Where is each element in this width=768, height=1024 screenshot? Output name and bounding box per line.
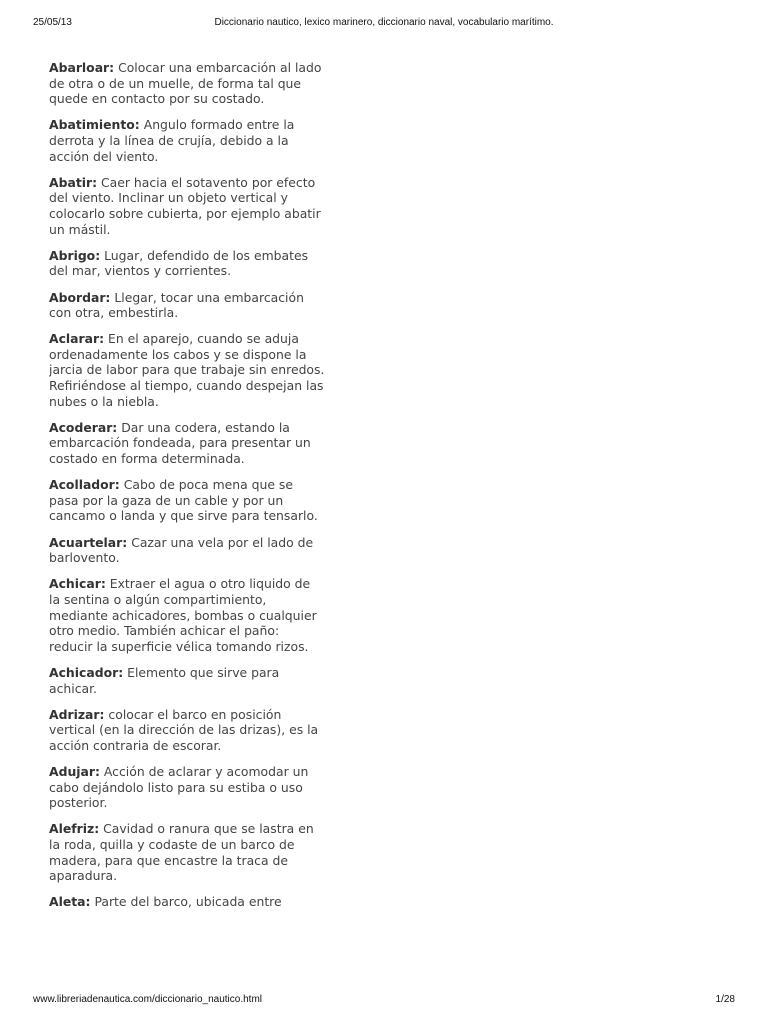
entry [49,420,325,467]
entry-term: Abarloar: [49,60,115,75]
header-date: 25/05/13 [33,17,72,28]
entry [49,117,325,164]
entry-term: Abordar: [49,289,111,305]
entry [49,665,325,696]
entry-term: Abatimiento: [49,117,140,133]
entry-definition: Extraer el agua o otro liquido de la sentina o algún compartimiento, mediante achicadores, bombas o cualquier otro medio. También achicar el paño: reducir la superficie vélica tomando rizos. [49,576,317,654]
entry-term: Aleta: [49,894,91,910]
entry-definition: Llegar, tocar una embarcación con otra, embestirla. [49,289,304,321]
entry-term: Acuartelar: [49,534,128,550]
entry-term: Adujar: [49,764,100,780]
entry [49,60,325,107]
entry [49,821,325,883]
entry-term: Alefriz: [49,821,100,837]
entry [49,764,325,811]
entry [49,477,325,524]
entry [49,331,325,409]
entry [49,894,325,910]
entry [49,248,325,279]
entry-definition: Cabo de poca mena que se pasa por la gaza de un cable y por un cancamo o landa y que sirve para tensarlo. [49,477,318,524]
entry-definition: Acción de aclarar y acomodar un cabo dejándolo listo para su estiba o uso posterior. [49,764,309,811]
entry-definition: Caer hacia el sotavento por efecto del viento. Inclinar un objeto vertical y colocarlo sobre cubierta, por ejemplo abatir un mástil. [49,174,321,237]
entry [49,175,325,237]
entry-definition: colocar el barco en posición vertical (en la dirección de las drizas), es la acción contraria de escorar. [49,706,319,753]
entry-term: Abatir: [49,174,98,190]
entry-definition: Parte del barco, ubicada entre [94,894,282,910]
entry [49,707,325,754]
entry-term: Adrizar: [49,706,105,722]
footer-url: www.libreriadenautica.com/diccionario_nautico.html [33,994,262,1005]
dictionary-entries [49,60,325,976]
entry-term: Aclarar: [49,331,105,347]
entry [49,290,325,321]
page-title: Diccionario nautico, lexico marinero, diccionario naval, vocabulario marítimo. [214,17,554,28]
entry-term: Achicar: [49,576,106,592]
entry-definition: Dar una codera, estando la embarcación fondeada, para presentar un costado en forma determinada. [49,419,311,467]
entry-term: Achicador: [49,664,124,680]
entry-definition: Colocar una embarcación al lado de otra o de un muelle, de forma tal que quede en contacto por su costado. [49,60,322,107]
entry-term: Abrigo: [49,247,101,263]
entry-definition: Cazar una vela por el lado de barlovento. [49,534,314,566]
entry-definition: Angulo formado entre la derrota y la línea de crujía, debido a la acción del viento. [49,117,295,164]
entry [49,576,325,654]
entry [49,535,325,566]
entry-definition: Lugar, defendido de los embates del mar, vientos y corrientes. [49,247,309,279]
page-number: 1/28 [715,994,735,1005]
entry-term: Acoderar: [49,419,118,435]
entry-term: Acollador: [49,477,120,493]
entry-definition: Elemento que sirve para achicar. [49,664,280,696]
entry-definition: Cavidad o ranura que se lastra en la roda, quilla y codaste de un barco de madera, para que encastre la traca de aparadura. [49,821,314,884]
entry-definition: En el aparejo, cuando se aduja ordenadamente los cabos y se dispone la jarcia de labor para que trabaje sin enredos. Refiriéndose al tiempo, cuando despejan las nubes o la niebla. [49,331,325,409]
